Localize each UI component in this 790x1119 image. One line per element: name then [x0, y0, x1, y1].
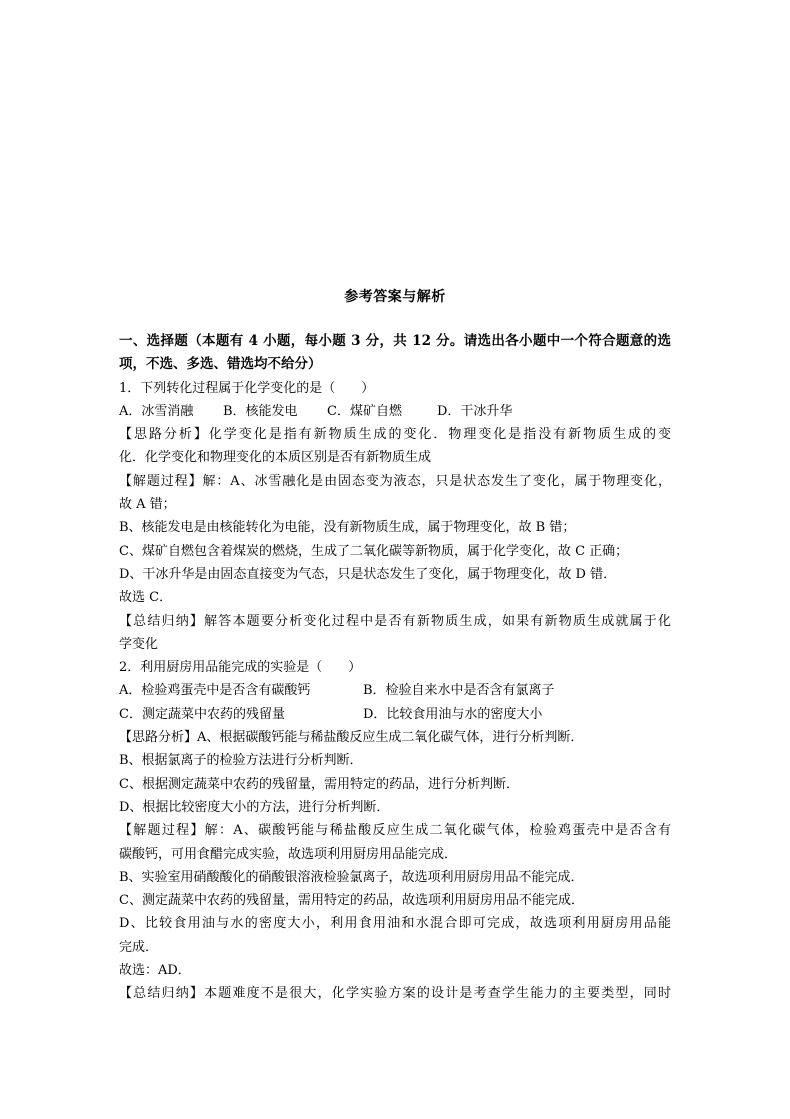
q2-option-b: B．检验自来水中是否含有氯离子	[363, 683, 555, 699]
section-heading-line-2: 项，不选、多选、错选均不给分）	[119, 356, 322, 373]
q2-stem: 2．利用厨房用品能完成的实验是（ ）	[119, 660, 362, 676]
section-heading-line-1: 一、选择题（本题有 4 小题，每小题 3 分，共 12 分。请选出各小题中一个符合题意的选	[119, 333, 671, 349]
q1-solution-line-1: 【解题过程】解：A、冰雪融化是由固态变为液态，只是状态发生了变化，属于物理变化，	[119, 473, 671, 489]
q2-solution-line-1: 【解题过程】解：A、碳酸钙能与稀盐酸反应生成二氧化碳气体，检验鸡蛋壳中是否含有	[119, 823, 671, 839]
q2-solution-line-4: C、测定蔬菜中农药的残留量，需用特定的药品，故选项利用厨房用品不能完成．	[119, 893, 584, 909]
q1-answer: 故选 C．	[119, 590, 173, 606]
q1-solution-line-5: D、干冰升华是由固态直接变为气态，只是状态发生了变化，属于物理变化，故 D 错．	[119, 566, 617, 582]
q2-analysis-line-4: D、根据比较密度大小的方法，进行分析判断．	[119, 799, 390, 815]
q1-options	[119, 400, 671, 423]
q1-solution-line-4: C、煤矿自燃包含着煤炭的燃烧，生成了二氧化碳等新物质，属于化学变化，故 C 正确；	[119, 543, 629, 559]
q1-option-b: B．核能发电	[223, 403, 298, 419]
q1-analysis-line-2: 化．化学变化和物理变化的本质区别是否有新物质生成	[119, 450, 432, 466]
q2-options-row-2	[119, 703, 671, 726]
q1-option-c: C．煤矿自燃	[327, 403, 402, 419]
q2-solution-line-3: B、实验室用硝酸酸化的硝酸银溶液检验氯离子，故选项利用厨房用品不能完成．	[119, 869, 584, 885]
q2-analysis-line-1: 【思路分析】A、根据碳酸钙能与稀盐酸反应生成二氧化碳气体，进行分析判断．	[119, 730, 584, 746]
q2-option-d: D．比较食用油与水的密度大小	[363, 706, 543, 722]
q1-option-a: A．冰雪消融	[119, 403, 194, 419]
q1-solution-line-3: B、核能发电是由核能转化为电能，没有新物质生成，属于物理变化，故 B 错；	[119, 520, 576, 536]
answer-content	[119, 330, 671, 1006]
q1-stem: 1．下列转化过程属于化学变化的是（ ）	[119, 380, 375, 396]
q1-summary-line-1: 【总结归纳】解答本题要分析变化过程中是否有新物质生成，如果有新物质生成就属于化	[119, 613, 671, 629]
page-title: 参考答案与解析	[344, 289, 446, 305]
q2-solution-line-5: D、比较食用油与水的密度大小，利用食用油和水混合即可完成，故选项利用厨房用品能	[119, 916, 671, 932]
q2-answer: 故选：AD．	[119, 963, 191, 979]
q2-solution-line-6: 完成．	[119, 939, 159, 955]
q1-option-d: D．干冰升华	[437, 403, 513, 419]
q2-analysis-line-3: C、根据测定蔬菜中农药的残留量，需用特定的药品，进行分析判断．	[119, 776, 519, 792]
q1-solution-line-2: 故 A 错；	[119, 497, 176, 513]
q2-options-row-1	[119, 679, 671, 702]
q2-option-a: A．检验鸡蛋壳中是否含有碳酸钙	[119, 683, 311, 699]
q1-analysis-line-1: 【思路分析】化学变化是指有新物质生成的变化．物理变化是指没有新物质生成的变	[119, 427, 671, 443]
q2-option-c: C．测定蔬菜中农药的残留量	[119, 706, 285, 722]
q2-summary-line-1: 【总结归纳】本题难度不是很大，化学实验方案的设计是考查学生能力的主要类型，同时	[119, 986, 671, 1002]
q2-solution-line-2: 碳酸钙，可用食醋完成实验，故选项利用厨房用品能完成．	[119, 846, 458, 862]
q2-analysis-line-2: B、根据氯离子的检验方法进行分析判断．	[119, 753, 363, 769]
q1-summary-line-2: 学变化	[119, 636, 159, 652]
